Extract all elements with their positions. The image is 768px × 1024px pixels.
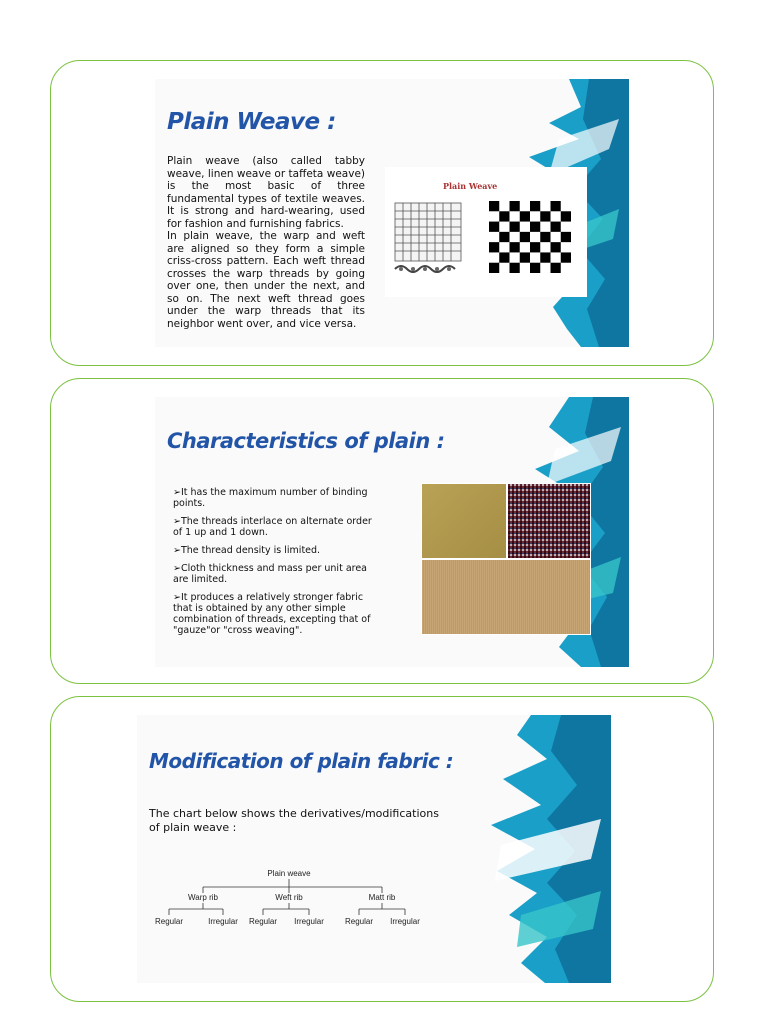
slide-title: Modification of plain fabric :: [149, 749, 454, 773]
slide-modification: [137, 715, 611, 983]
slide-body-text: [167, 155, 365, 330]
slide-card-3: [50, 696, 714, 1002]
tree-node-matt-rib: Matt rib: [368, 893, 396, 902]
tree-leaf-regular: Regular: [248, 917, 278, 926]
fabric-swatch-tan: [421, 559, 591, 635]
paragraph: In plain weave, the warp and weft are aligned so they form a simple criss-cross pattern. Each weft thread crosses the warp threads by going over one, then under the next, and so on. The next weft thread goes under the warp threads that its neighbor went over, and vice versa.: [167, 230, 365, 330]
slide-characteristics: [155, 397, 629, 667]
tree-leaf-regular: Regular: [344, 917, 374, 926]
slide-card-2: [50, 378, 714, 684]
list-item: ➢The threads interlace on alternate order of 1 up and 1 down.: [173, 516, 372, 538]
list-item: ➢It produces a relatively stronger fabric that is obtained by any other simple combination of threads, excepting that of "gauze"or "cross weaving".: [173, 592, 371, 636]
tree-leaf-irregular: Irregular: [390, 917, 420, 926]
list-item: ➢The thread density is limited.: [173, 545, 321, 556]
tree-node-warp-rib: Warp rib: [188, 893, 218, 902]
slide-description: The chart below shows the derivatives/modifications of plain weave :: [149, 807, 439, 834]
list-item: ➢Cloth thickness and mass per unit area are limited.: [173, 563, 368, 585]
slide-plain-weave: [155, 79, 629, 347]
interlacing-diagram: [393, 201, 473, 281]
slide-title: Characteristics of plain :: [167, 429, 445, 453]
watercolor-paint-decoration: [451, 715, 611, 983]
tree-leaf-regular: Regular: [154, 917, 184, 926]
slide-title: Plain Weave :: [167, 109, 336, 135]
tree-root-label: Plain weave: [267, 869, 311, 878]
fabric-swatch-tweed: [507, 483, 591, 559]
figure-caption: Plain Weave: [443, 181, 498, 191]
characteristics-list: [173, 487, 383, 643]
plain-weave-figure: [385, 167, 587, 297]
paragraph: Plain weave (also called tabby weave, linen weave or taffeta weave) is the most basic of three fundamental types of textile weaves. It is strong and hard-wearing, used for fashion and furnishing fabrics.: [167, 155, 365, 230]
tree-node-weft-rib: Weft rib: [275, 893, 303, 902]
fabric-swatch-olive: [421, 483, 507, 559]
checkerboard-pattern: [489, 201, 571, 273]
list-item: ➢It has the maximum number of binding points.: [173, 487, 368, 509]
tree-leaf-irregular: Irregular: [208, 917, 238, 926]
tree-leaf-irregular: Irregular: [294, 917, 324, 926]
slide-card-1: [50, 60, 714, 366]
